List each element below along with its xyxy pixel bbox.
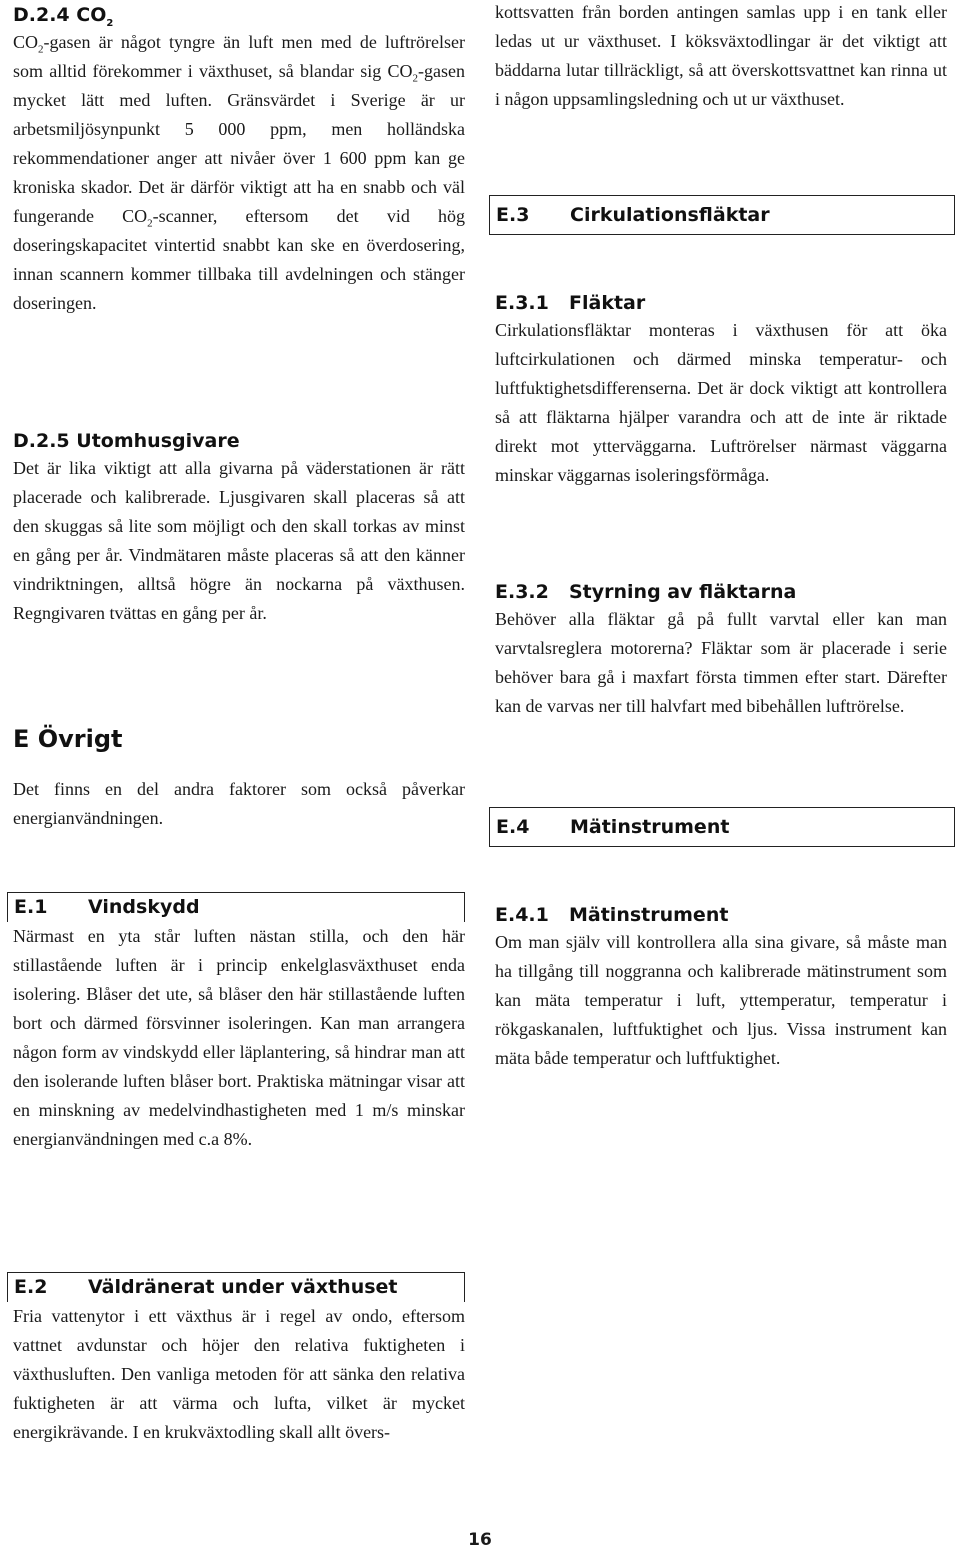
heading-box-e2: [7, 1272, 465, 1302]
section-e31: [495, 290, 947, 490]
paragraph-ovrigt: Det finns en del andra faktorer som också påverkar energianvändningen.: [13, 779, 465, 828]
section-e4: [495, 807, 947, 847]
heading-e1: [14, 893, 458, 921]
heading-title: Mätinstrument: [569, 904, 729, 926]
section-e32: [495, 579, 947, 721]
paragraph-matinstrument: Om man själv vill kontrollera alla sina givare, så måste man ha tillgång till noggranna och kalibrerade mätinstrument som kan mäta temperatur i luft, yttemperatur, temperatur i rökgaskanalen, luftfuktighet och ljus. Vissa instrument kan mäta både temperatur och luftfuktighet.: [495, 932, 947, 1068]
heading-title: Cirkulationsfläktar: [570, 204, 770, 226]
heading-d24: [13, 2, 465, 28]
heading-number: E.3.1: [495, 292, 549, 314]
paragraph-flaktar: Cirkulationsfläktar monteras i växthusen för att öka luftcirkulationen och därmed minska temperatur- och luftfuktighetsdifferenserna. Det är dock viktigt att kontrollera så att fläktarna hjälper varandra och att de inte är riktade direkt mot ytterväggarna. Luftrörelser närmast väggarna minskar väggarnas isoleringsförmåga.: [495, 320, 947, 485]
section-d24: [13, 2, 465, 318]
heading-title: Styrning av fläktarna: [569, 581, 797, 603]
section-e-text: [13, 775, 465, 833]
heading-number: E.2: [14, 1276, 48, 1298]
section-e1: [13, 892, 465, 1154]
section-e2: [13, 1272, 465, 1447]
section-e41: [495, 902, 947, 1073]
heading-number: E.3: [496, 204, 530, 226]
paragraph-styrning: Behöver alla fläktar gå på fullt varvtal eller kan man varvtalsreglera motorerna? Fläktar som är placerade i serie behöver bara gå i maxfart första timmen efter start. Därefter kan de varvas ner till halvfart med bibehållen luftrörelse.: [495, 609, 947, 716]
heading-d25: [13, 428, 465, 454]
paragraph-vindskydd: Närmast en yta står luften nästan stilla, och den här stillastående luften är i princip enkelglasväxthuset enda isolering. Blåser det ute, så blåser den här stillastående luften bort och därmed försvinner isoleringen. Kan man arrangera någon form av vindskydd eller läplantering, så hindrar man att den isolerande luften blåser bort. Praktiska mätningar visar att en minskning av medelvindhastigheten med 1 m/s minskar energianvändningen med c.a 8%.: [13, 926, 465, 1149]
heading-title: Utomhusgivare: [76, 430, 240, 452]
heading-number: D.2.5: [13, 430, 70, 452]
heading-e3: [496, 196, 948, 234]
section-e: [13, 724, 465, 754]
heading-e31: [495, 290, 947, 316]
heading-e32: [495, 579, 947, 605]
heading-number: E.3.2: [495, 581, 549, 603]
paragraph-valdranerat: Fria vattenytor i ett växthus är i regel av ondo, eftersom vattnet avdunstar och höjer den relativa fuktigheten i växthusluften. Den vanliga metoden för att sänka den relativa fuktigheten är att värma och lufta, vilket är mycket energikrävande. I en krukväxtodling skall allt övers-: [13, 1306, 465, 1442]
heading-box-e3: [489, 195, 955, 235]
heading-e41: [495, 902, 947, 928]
heading-e4: [496, 808, 948, 846]
heading-number: E.1: [14, 896, 48, 918]
heading-title: Mätinstrument: [570, 816, 730, 838]
page-number: 16: [468, 1530, 492, 1550]
heading-title: $CO_2$: [76, 4, 114, 29]
heading-number: E.4: [496, 816, 530, 838]
paragraph-utomhusgivare: Det är lika viktigt att alla givarna på väderstationen är rätt placerade och kalibrerade. Ljusgivaren skall placeras så att den skuggas så lite som möjligt och den skall torkas av minst en gång per år. Vindmätaren måste placeras så att den känner vindriktningen, alltså högre än nockarna på växthusen. Regngivaren tvättas en gång per år.: [13, 458, 465, 623]
heading-number: E.4.1: [495, 904, 549, 926]
heading-box-e4: [489, 807, 955, 847]
section-continuation: [495, 0, 947, 114]
heading-e-ovrigt: E Övrigt: [13, 725, 123, 753]
heading-title: Väldränerat under växthuset: [88, 1276, 398, 1298]
section-d25: [13, 428, 465, 628]
heading-e2: [14, 1273, 458, 1301]
heading-title: Vindskydd: [88, 896, 200, 918]
heading-title: Fläktar: [569, 292, 646, 314]
heading-number: D.2.4: [13, 4, 70, 26]
section-e3: [495, 195, 947, 235]
heading-box-e1: [7, 892, 465, 922]
paragraph-co2: $CO_2$-gasen är något tyngre än luft men med de luftrörelser som alltid förekommer i växthuset, så blandar sig $CO_2$-gasen mycket lätt med luften. Gränsvärdet i Sverige är ur arbetsmiljösynpunkt 5 000 ppm, men holländska rekommendationer anger att nivåer över 1 600 ppm kan ge kroniska skador. Det är därför viktigt att ha en snabb och väl fungerande $CO_2$-scanner, eftersom det vid hög doseringskapacitet vintertid snabbt kan ske en överdosering, innan scannern kommer tillbaka till avdelningen och stänger doseringen.: [13, 32, 465, 313]
paragraph-continuation: kottsvatten från borden antingen samlas upp i en tank eller ledas ut ur växthuset. I köksväxtodlingar är det viktigt att bäddarna lutar tillräckligt, så att överskottsvattnet kan rinna ut i någon uppsamlingsledning och ut ur växthuset.: [495, 2, 947, 109]
